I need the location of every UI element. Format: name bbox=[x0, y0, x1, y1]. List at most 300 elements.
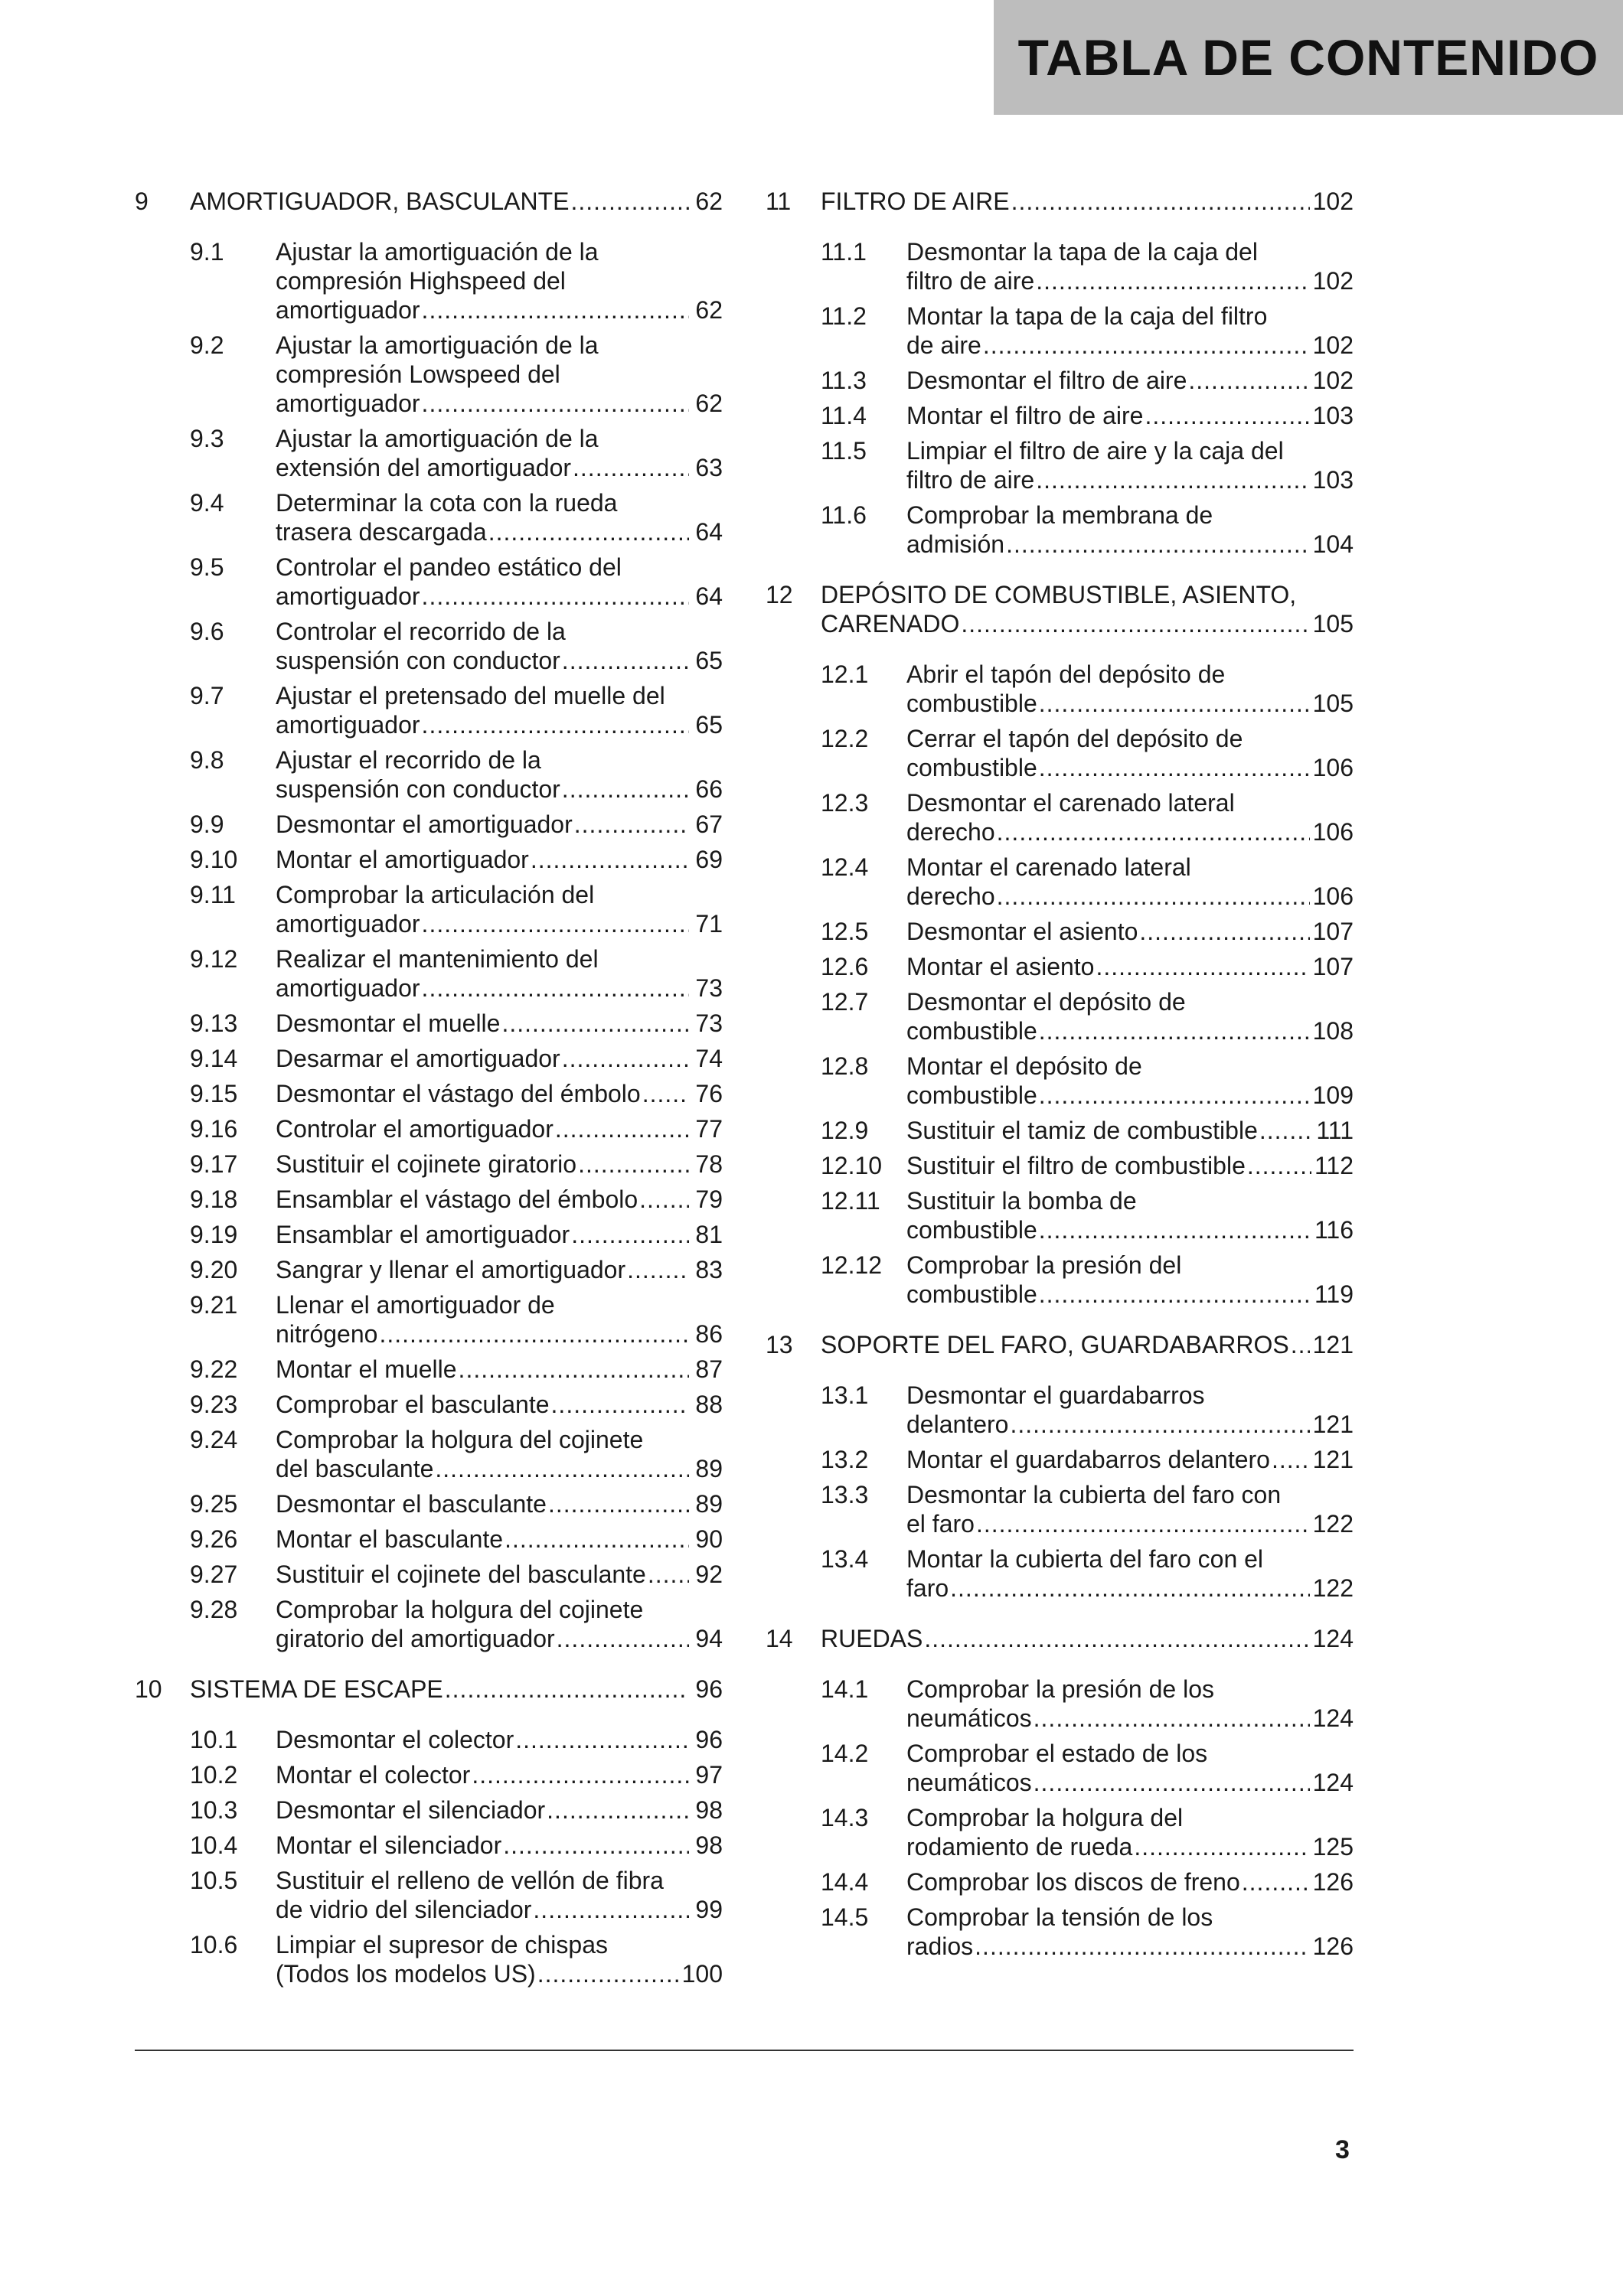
entry-line bbox=[276, 1895, 723, 1924]
toc-subsection[interactable] bbox=[821, 1803, 1354, 1861]
page-ref[interactable]: 124 bbox=[1312, 1625, 1354, 1652]
subsection-title bbox=[276, 1760, 723, 1789]
entry-text[interactable]: combustible bbox=[906, 1017, 1037, 1045]
section-title[interactable] bbox=[821, 187, 1354, 216]
entry-text[interactable]: Sustituir el cojinete del basculante bbox=[276, 1561, 646, 1588]
section-title[interactable] bbox=[821, 1330, 1354, 1359]
page-ref[interactable]: 109 bbox=[1312, 1081, 1354, 1109]
dot-leader bbox=[1272, 1445, 1310, 1474]
entry-text[interactable]: nitrógeno bbox=[276, 1320, 378, 1348]
subsection-number: 12.4 bbox=[821, 853, 869, 881]
page-ref[interactable]: 124 bbox=[1312, 1704, 1354, 1732]
subsection-number: 10.6 bbox=[190, 1931, 238, 1958]
page-ref[interactable]: 108 bbox=[1312, 1017, 1354, 1045]
entry-text[interactable]: amortiguador bbox=[276, 390, 420, 417]
page-ref[interactable]: 89 bbox=[695, 1455, 723, 1482]
page-ref[interactable]: 100 bbox=[681, 1960, 723, 1988]
toc-subsection[interactable] bbox=[821, 987, 1354, 1045]
toc-subsection[interactable] bbox=[190, 681, 723, 739]
entry-line bbox=[276, 1959, 723, 1988]
dot-leader bbox=[1006, 530, 1310, 559]
entry-text[interactable]: RUEDAS bbox=[821, 1625, 923, 1652]
page-ref[interactable]: 65 bbox=[695, 711, 723, 739]
section-number: 13 bbox=[766, 1331, 793, 1358]
entry-text[interactable]: faro bbox=[906, 1574, 949, 1602]
page-ref[interactable]: 121 bbox=[1312, 1331, 1354, 1358]
page-ref[interactable]: 74 bbox=[695, 1045, 723, 1072]
entry-text[interactable]: Comprobar la membrana de bbox=[906, 501, 1213, 529]
entry-text[interactable]: Controlar el recorrido de la bbox=[276, 618, 566, 645]
entry-text[interactable]: Realizar el mantenimiento del bbox=[276, 945, 599, 973]
entry-text[interactable]: FILTRO DE AIRE bbox=[821, 188, 1010, 215]
toc-subsection[interactable] bbox=[190, 331, 723, 418]
toc-subsection[interactable] bbox=[821, 1052, 1354, 1110]
toc-subsection[interactable] bbox=[190, 944, 723, 1003]
subsection-number: 9.6 bbox=[190, 618, 224, 645]
toc-subsection[interactable] bbox=[190, 1355, 723, 1384]
section-title[interactable] bbox=[821, 580, 1354, 638]
entry-text[interactable]: Comprobar la presión del bbox=[906, 1251, 1182, 1279]
dot-leader bbox=[1145, 401, 1309, 430]
entry-text[interactable]: del basculante bbox=[276, 1455, 434, 1482]
toc-subsection[interactable] bbox=[821, 788, 1354, 846]
page-ref[interactable]: 126 bbox=[1312, 1868, 1354, 1896]
entry-text[interactable]: SISTEMA DE ESCAPE bbox=[190, 1675, 443, 1703]
entry-text[interactable]: Montar el depósito de bbox=[906, 1052, 1142, 1080]
entry-text[interactable]: Montar el colector bbox=[276, 1761, 471, 1789]
subsection-number: 9.18 bbox=[190, 1186, 238, 1213]
toc-subsection[interactable] bbox=[190, 488, 723, 546]
entry-text[interactable]: de vidrio del silenciador bbox=[276, 1896, 532, 1923]
dot-leader bbox=[562, 646, 689, 675]
toc-subsection[interactable] bbox=[190, 880, 723, 938]
entry-text[interactable]: Montar el silenciador bbox=[276, 1831, 502, 1859]
entry-text[interactable]: combustible bbox=[906, 1216, 1037, 1244]
entry-text[interactable]: extensión del amortiguador bbox=[276, 454, 572, 481]
toc-subsection[interactable] bbox=[821, 1739, 1354, 1797]
entry-text[interactable]: combustible bbox=[906, 1280, 1037, 1308]
entry-text[interactable]: Comprobar la articulación del bbox=[276, 881, 595, 908]
entry-text[interactable]: Limpiar el supresor de chispas bbox=[276, 1931, 608, 1958]
page-ref[interactable]: 62 bbox=[695, 390, 723, 417]
page-ref[interactable]: 122 bbox=[1312, 1574, 1354, 1602]
entry-text[interactable]: Desmontar el depósito de bbox=[906, 988, 1186, 1016]
section-number: 12 bbox=[766, 581, 793, 608]
entry-text[interactable]: filtro de aire bbox=[906, 466, 1035, 494]
toc-subsection[interactable] bbox=[821, 237, 1354, 295]
toc-subsection[interactable] bbox=[821, 1186, 1354, 1244]
entry-text[interactable]: Montar el asiento bbox=[906, 953, 1095, 980]
toc-subsection[interactable] bbox=[821, 436, 1354, 494]
dot-leader bbox=[1034, 1768, 1310, 1797]
page-ref[interactable]: 122 bbox=[1312, 1510, 1354, 1538]
entry-text[interactable]: Controlar el pandeo estático del bbox=[276, 553, 622, 581]
entry-text[interactable]: Montar el basculante bbox=[276, 1525, 504, 1553]
page-ref[interactable]: 86 bbox=[695, 1320, 723, 1348]
entry-text[interactable]: Ajustar el recorrido de la bbox=[276, 746, 541, 774]
toc-subsection[interactable] bbox=[190, 1866, 723, 1924]
toc-subsection[interactable] bbox=[821, 724, 1354, 782]
entry-line bbox=[276, 1595, 723, 1624]
entry-text[interactable]: Desmontar el silenciador bbox=[276, 1796, 546, 1824]
toc-subsection[interactable] bbox=[190, 745, 723, 804]
entry-text[interactable]: Determinar la cota con la rueda bbox=[276, 489, 618, 517]
page-ref[interactable]: 97 bbox=[695, 1761, 723, 1789]
toc-subsection[interactable] bbox=[190, 237, 723, 325]
entry-text[interactable]: Desmontar el filtro de aire bbox=[906, 367, 1187, 394]
entry-text[interactable]: Montar la tapa de la caja del filtro bbox=[906, 302, 1268, 330]
toc-subsection[interactable] bbox=[190, 553, 723, 611]
entry-text[interactable]: compresión Lowspeed del bbox=[276, 360, 560, 388]
page-ref[interactable]: 106 bbox=[1312, 754, 1354, 781]
entry-line bbox=[906, 1480, 1354, 1509]
entry-text[interactable]: Montar el amortiguador bbox=[276, 846, 529, 873]
page-ref[interactable]: 94 bbox=[695, 1625, 723, 1652]
page-ref[interactable]: 102 bbox=[1312, 188, 1354, 215]
entry-text[interactable]: rodamiento de rueda bbox=[906, 1833, 1133, 1861]
entry-text[interactable]: CARENADO bbox=[821, 610, 960, 638]
entry-text[interactable]: Sustituir la bomba de bbox=[906, 1187, 1137, 1215]
toc-subsection[interactable] bbox=[190, 1560, 723, 1589]
toc-subsection[interactable] bbox=[190, 1079, 723, 1108]
page-ref[interactable]: 62 bbox=[695, 296, 723, 324]
subsection-title bbox=[906, 1867, 1354, 1896]
page-ref[interactable]: 121 bbox=[1312, 1446, 1354, 1473]
subsection-title bbox=[276, 845, 723, 874]
subsection-number: 13.2 bbox=[821, 1446, 869, 1473]
footer-divider bbox=[135, 2050, 1354, 2051]
page-ref[interactable]: 73 bbox=[695, 974, 723, 1002]
toc-subsection[interactable] bbox=[190, 1930, 723, 1988]
entry-line bbox=[906, 724, 1354, 753]
entry-text[interactable]: combustible bbox=[906, 754, 1037, 781]
page-ref[interactable]: 78 bbox=[695, 1150, 723, 1178]
entry-line bbox=[276, 880, 723, 909]
page-ref[interactable]: 87 bbox=[695, 1355, 723, 1383]
subsection-number: 11.1 bbox=[821, 238, 867, 266]
entry-text[interactable]: combustible bbox=[906, 690, 1037, 717]
entry-line bbox=[906, 1704, 1354, 1733]
entry-text[interactable]: Montar la cubierta del faro con el bbox=[906, 1545, 1264, 1573]
entry-line bbox=[276, 488, 723, 517]
page-ref[interactable]: 105 bbox=[1312, 690, 1354, 717]
toc-subsection[interactable] bbox=[190, 617, 723, 675]
dot-leader bbox=[472, 1760, 689, 1789]
entry-text[interactable]: de aire bbox=[906, 331, 981, 359]
page-number: 3 bbox=[1335, 2135, 1350, 2164]
entry-line bbox=[276, 1044, 723, 1073]
toc-subsection[interactable] bbox=[821, 660, 1354, 718]
page-ref[interactable]: 64 bbox=[695, 518, 723, 546]
entry-text[interactable]: Montar el carenado lateral bbox=[906, 853, 1191, 881]
page-ref[interactable]: 106 bbox=[1312, 882, 1354, 910]
toc-subsection[interactable] bbox=[190, 810, 723, 839]
toc-subsection[interactable] bbox=[190, 1290, 723, 1349]
toc-subsection[interactable] bbox=[821, 501, 1354, 559]
page-ref[interactable]: 69 bbox=[695, 846, 723, 873]
toc-subsection[interactable] bbox=[190, 1489, 723, 1518]
page-ref[interactable]: 106 bbox=[1312, 818, 1354, 846]
page-ref[interactable]: 104 bbox=[1312, 530, 1354, 558]
page-ref[interactable]: 112 bbox=[1314, 1152, 1354, 1179]
toc-subsection[interactable] bbox=[821, 1867, 1354, 1896]
entry-text[interactable]: Desmontar el asiento bbox=[906, 918, 1138, 945]
entry-line bbox=[906, 1739, 1354, 1768]
entry-text[interactable]: Limpiar el filtro de aire y la caja del bbox=[906, 437, 1284, 465]
entry-line bbox=[276, 1795, 723, 1825]
page-ref[interactable]: 107 bbox=[1312, 953, 1354, 980]
entry-text[interactable]: (Todos los modelos US) bbox=[276, 1960, 536, 1988]
page-ref[interactable]: 105 bbox=[1312, 610, 1354, 638]
subsection-number: 9.19 bbox=[190, 1221, 238, 1248]
page-ref[interactable]: 79 bbox=[695, 1186, 723, 1213]
dot-leader bbox=[555, 1114, 689, 1143]
entry-text[interactable]: trasera descargada bbox=[276, 518, 487, 546]
entry-text[interactable]: Controlar el amortiguador bbox=[276, 1115, 554, 1143]
toc-subsection[interactable] bbox=[190, 1595, 723, 1653]
entry-text[interactable]: combustible bbox=[906, 1081, 1037, 1109]
entry-text[interactable]: Ajustar la amortiguación de la bbox=[276, 425, 599, 452]
entry-line bbox=[276, 775, 723, 804]
entry-text[interactable]: el faro bbox=[906, 1510, 975, 1538]
entry-text[interactable]: Montar el guardabarros delantero bbox=[906, 1446, 1270, 1473]
entry-text[interactable]: Comprobar el basculante bbox=[276, 1391, 550, 1418]
toc-subsection[interactable] bbox=[190, 1390, 723, 1419]
entry-text[interactable]: Abrir el tapón del depósito de bbox=[906, 660, 1226, 688]
page-ref[interactable]: 66 bbox=[695, 775, 723, 803]
subsection-number: 12.7 bbox=[821, 988, 869, 1016]
page-ref[interactable]: 124 bbox=[1312, 1769, 1354, 1796]
toc-subsection[interactable] bbox=[821, 366, 1354, 395]
subsection-number: 9.8 bbox=[190, 746, 224, 774]
entry-text[interactable]: radios bbox=[906, 1932, 974, 1960]
page-ref[interactable]: 92 bbox=[695, 1561, 723, 1588]
page-ref[interactable]: 125 bbox=[1312, 1833, 1354, 1861]
entry-text[interactable]: derecho bbox=[906, 818, 995, 846]
dot-leader bbox=[531, 845, 689, 874]
page-ref[interactable]: 65 bbox=[695, 647, 723, 674]
toc-subsection[interactable] bbox=[190, 1150, 723, 1179]
entry-text[interactable]: AMORTIGUADOR, BASCULANTE bbox=[190, 188, 570, 215]
toc-subsection[interactable] bbox=[190, 1725, 723, 1754]
toc-subsection[interactable] bbox=[190, 1009, 723, 1038]
subsection-title bbox=[906, 302, 1354, 360]
toc-subsection[interactable] bbox=[821, 1480, 1354, 1538]
entry-text[interactable]: Desmontar el basculante bbox=[276, 1490, 547, 1518]
entry-line bbox=[906, 1215, 1354, 1244]
toc-subsection[interactable] bbox=[190, 424, 723, 482]
entry-text[interactable]: Sustituir el filtro de combustible bbox=[906, 1152, 1246, 1179]
entry-text[interactable]: Desmontar el muelle bbox=[276, 1009, 501, 1037]
entry-text[interactable]: Desmontar el colector bbox=[276, 1726, 514, 1753]
entry-text[interactable]: Desmontar el guardabarros bbox=[906, 1381, 1205, 1409]
entry-line bbox=[276, 1831, 723, 1860]
subsection-title bbox=[276, 1425, 723, 1483]
page-ref[interactable]: 126 bbox=[1312, 1932, 1354, 1960]
dot-leader bbox=[573, 453, 689, 482]
toc-subsection[interactable] bbox=[190, 1185, 723, 1214]
toc-subsection[interactable] bbox=[821, 302, 1354, 360]
dot-leader bbox=[1039, 1016, 1310, 1045]
section-title[interactable] bbox=[190, 187, 723, 216]
page-ref[interactable]: 96 bbox=[695, 1675, 723, 1703]
entry-text[interactable]: Comprobar los discos de freno bbox=[906, 1868, 1240, 1896]
toc-subsection[interactable] bbox=[821, 1151, 1354, 1180]
entry-text[interactable]: Ajustar la amortiguación de la bbox=[276, 331, 599, 359]
section-title[interactable] bbox=[821, 1624, 1354, 1653]
section-number: 9 bbox=[135, 188, 149, 215]
entry-line bbox=[906, 436, 1354, 465]
entry-text[interactable]: DEPÓSITO DE COMBUSTIBLE, ASIENTO, bbox=[821, 581, 1297, 608]
page-ref[interactable]: 63 bbox=[695, 454, 723, 481]
toc-subsection[interactable] bbox=[821, 401, 1354, 430]
entry-text[interactable]: Desarmar el amortiguador bbox=[276, 1045, 560, 1072]
toc-subsection[interactable] bbox=[821, 1251, 1354, 1309]
entry-text[interactable]: Desmontar el amortiguador bbox=[276, 810, 573, 838]
toc-subsection[interactable] bbox=[821, 1116, 1354, 1145]
entry-text[interactable]: filtro de aire bbox=[906, 267, 1035, 295]
entry-text[interactable]: suspensión con conductor bbox=[276, 775, 560, 803]
toc-subsection[interactable] bbox=[190, 1831, 723, 1860]
entry-text[interactable]: amortiguador bbox=[276, 910, 420, 938]
entry-text[interactable]: admisión bbox=[906, 530, 1005, 558]
page-ref[interactable]: 76 bbox=[695, 1080, 723, 1107]
dot-leader bbox=[422, 710, 689, 739]
entry-text[interactable]: Montar el filtro de aire bbox=[906, 402, 1144, 429]
page-ref[interactable]: 98 bbox=[695, 1831, 723, 1859]
page-ref[interactable]: 67 bbox=[695, 810, 723, 838]
entry-text[interactable]: Ajustar el pretensado del muelle del bbox=[276, 682, 665, 709]
entry-text[interactable]: delantero bbox=[906, 1411, 1009, 1438]
toc-subsection[interactable] bbox=[190, 845, 723, 874]
entry-text[interactable]: Comprobar la holgura del cojinete bbox=[276, 1426, 644, 1453]
page-ref[interactable]: 71 bbox=[695, 910, 723, 938]
entry-text[interactable]: Desmontar la cubierta del faro con bbox=[906, 1481, 1282, 1508]
dot-leader bbox=[924, 1624, 1309, 1653]
page-ref[interactable]: 90 bbox=[695, 1525, 723, 1553]
entry-text[interactable]: neumáticos bbox=[906, 1769, 1032, 1796]
toc-subsection[interactable] bbox=[190, 1425, 723, 1483]
page-ref[interactable]: 77 bbox=[695, 1115, 723, 1143]
subsection-number: 9.5 bbox=[190, 553, 224, 581]
entry-text[interactable]: Sangrar y llenar el amortiguador bbox=[276, 1256, 626, 1283]
entry-line bbox=[821, 1624, 1354, 1653]
toc-subsection[interactable] bbox=[190, 1760, 723, 1789]
toc-subsection[interactable] bbox=[821, 1675, 1354, 1733]
page-ref[interactable]: 64 bbox=[695, 582, 723, 610]
page-ref[interactable]: 107 bbox=[1312, 918, 1354, 945]
toc-subsection[interactable] bbox=[821, 1903, 1354, 1961]
toc-subsection[interactable] bbox=[821, 853, 1354, 911]
entry-text[interactable]: amortiguador bbox=[276, 711, 420, 739]
page-ref[interactable]: 111 bbox=[1316, 1117, 1354, 1144]
entry-text[interactable]: amortiguador bbox=[276, 582, 420, 610]
entry-text[interactable]: Comprobar la presión de los bbox=[906, 1675, 1214, 1703]
toc-subsection[interactable] bbox=[821, 952, 1354, 981]
dot-leader bbox=[578, 1150, 689, 1179]
page-ref[interactable]: 88 bbox=[695, 1391, 723, 1418]
page-ref[interactable]: 62 bbox=[695, 188, 723, 215]
entry-line bbox=[276, 845, 723, 874]
page-ref[interactable]: 81 bbox=[695, 1221, 723, 1248]
toc-subsection[interactable] bbox=[190, 1044, 723, 1073]
entry-text[interactable]: compresión Highspeed del bbox=[276, 267, 566, 295]
entry-text[interactable]: Desmontar el carenado lateral bbox=[906, 789, 1235, 817]
entry-text[interactable]: Desmontar el vástago del émbolo bbox=[276, 1080, 641, 1107]
entry-text[interactable]: SOPORTE DEL FARO, GUARDABARROS bbox=[821, 1331, 1289, 1358]
entry-line bbox=[906, 1052, 1354, 1081]
page-ref[interactable]: 96 bbox=[695, 1726, 723, 1753]
toc-subsection[interactable] bbox=[821, 1445, 1354, 1474]
page-ref[interactable]: 116 bbox=[1314, 1216, 1354, 1244]
entry-text[interactable]: giratorio del amortiguador bbox=[276, 1625, 555, 1652]
page-ref[interactable]: 119 bbox=[1314, 1280, 1354, 1308]
dot-leader bbox=[379, 1319, 689, 1349]
toc-subsection[interactable] bbox=[821, 1544, 1354, 1603]
page-ref[interactable]: 99 bbox=[695, 1896, 723, 1923]
entry-text[interactable]: Ajustar la amortiguación de la bbox=[276, 238, 599, 266]
page-ref[interactable]: 73 bbox=[695, 1009, 723, 1037]
toc-subsection[interactable] bbox=[190, 1525, 723, 1554]
entry-text[interactable]: Ensamblar el vástago del émbolo bbox=[276, 1186, 638, 1213]
toc-subsection[interactable] bbox=[190, 1114, 723, 1143]
dot-leader bbox=[562, 1044, 689, 1073]
toc-subsection[interactable] bbox=[190, 1255, 723, 1284]
toc-subsection[interactable] bbox=[821, 1381, 1354, 1439]
entry-line bbox=[906, 331, 1354, 360]
page-ref[interactable]: 83 bbox=[695, 1256, 723, 1283]
entry-text[interactable]: amortiguador bbox=[276, 296, 420, 324]
page-ref[interactable]: 102 bbox=[1312, 331, 1354, 359]
entry-text[interactable]: Llenar el amortiguador de bbox=[276, 1291, 555, 1319]
entry-line bbox=[276, 1930, 723, 1959]
entry-text[interactable]: Sustituir el relleno de vellón de fibra bbox=[276, 1867, 664, 1894]
entry-text[interactable]: derecho bbox=[906, 882, 995, 910]
entry-text[interactable]: neumáticos bbox=[906, 1704, 1032, 1732]
entry-text[interactable]: suspensión con conductor bbox=[276, 647, 560, 674]
section-title[interactable] bbox=[190, 1675, 723, 1704]
entry-text[interactable]: Comprobar la holgura del bbox=[906, 1804, 1184, 1831]
entry-text[interactable]: Cerrar el tapón del depósito de bbox=[906, 725, 1243, 752]
dot-leader bbox=[1291, 1330, 1310, 1359]
entry-text[interactable]: Ensamblar el amortiguador bbox=[276, 1221, 570, 1248]
entry-text[interactable]: Comprobar el estado de los bbox=[906, 1740, 1208, 1767]
page-ref[interactable]: 98 bbox=[695, 1796, 723, 1824]
entry-text[interactable]: Sustituir el tamiz de combustible bbox=[906, 1117, 1258, 1144]
toc-subsection[interactable] bbox=[821, 917, 1354, 946]
entry-line bbox=[276, 1489, 723, 1518]
subsection-number: 9.26 bbox=[190, 1525, 238, 1553]
page-ref[interactable]: 103 bbox=[1312, 402, 1354, 429]
entry-text[interactable]: Montar el muelle bbox=[276, 1355, 457, 1383]
page-ref[interactable]: 103 bbox=[1312, 466, 1354, 494]
entry-line bbox=[276, 237, 723, 266]
subsection-number: 10.4 bbox=[190, 1831, 238, 1859]
toc-subsection[interactable] bbox=[190, 1220, 723, 1249]
subsection-title bbox=[906, 1739, 1354, 1797]
dot-leader bbox=[422, 974, 689, 1003]
entry-text[interactable]: Comprobar la holgura del cojinete bbox=[276, 1596, 644, 1623]
page-ref[interactable]: 121 bbox=[1312, 1411, 1354, 1438]
page-ref[interactable]: 102 bbox=[1312, 367, 1354, 394]
entry-text[interactable]: Sustituir el cojinete giratorio bbox=[276, 1150, 577, 1178]
page-ref[interactable]: 89 bbox=[695, 1490, 723, 1518]
entry-text[interactable]: Comprobar la tensión de los bbox=[906, 1903, 1213, 1931]
page-ref[interactable]: 102 bbox=[1312, 267, 1354, 295]
entry-text[interactable]: amortiguador bbox=[276, 974, 420, 1002]
entry-text[interactable]: Desmontar la tapa de la caja del bbox=[906, 238, 1258, 266]
toc-subsection[interactable] bbox=[190, 1795, 723, 1825]
